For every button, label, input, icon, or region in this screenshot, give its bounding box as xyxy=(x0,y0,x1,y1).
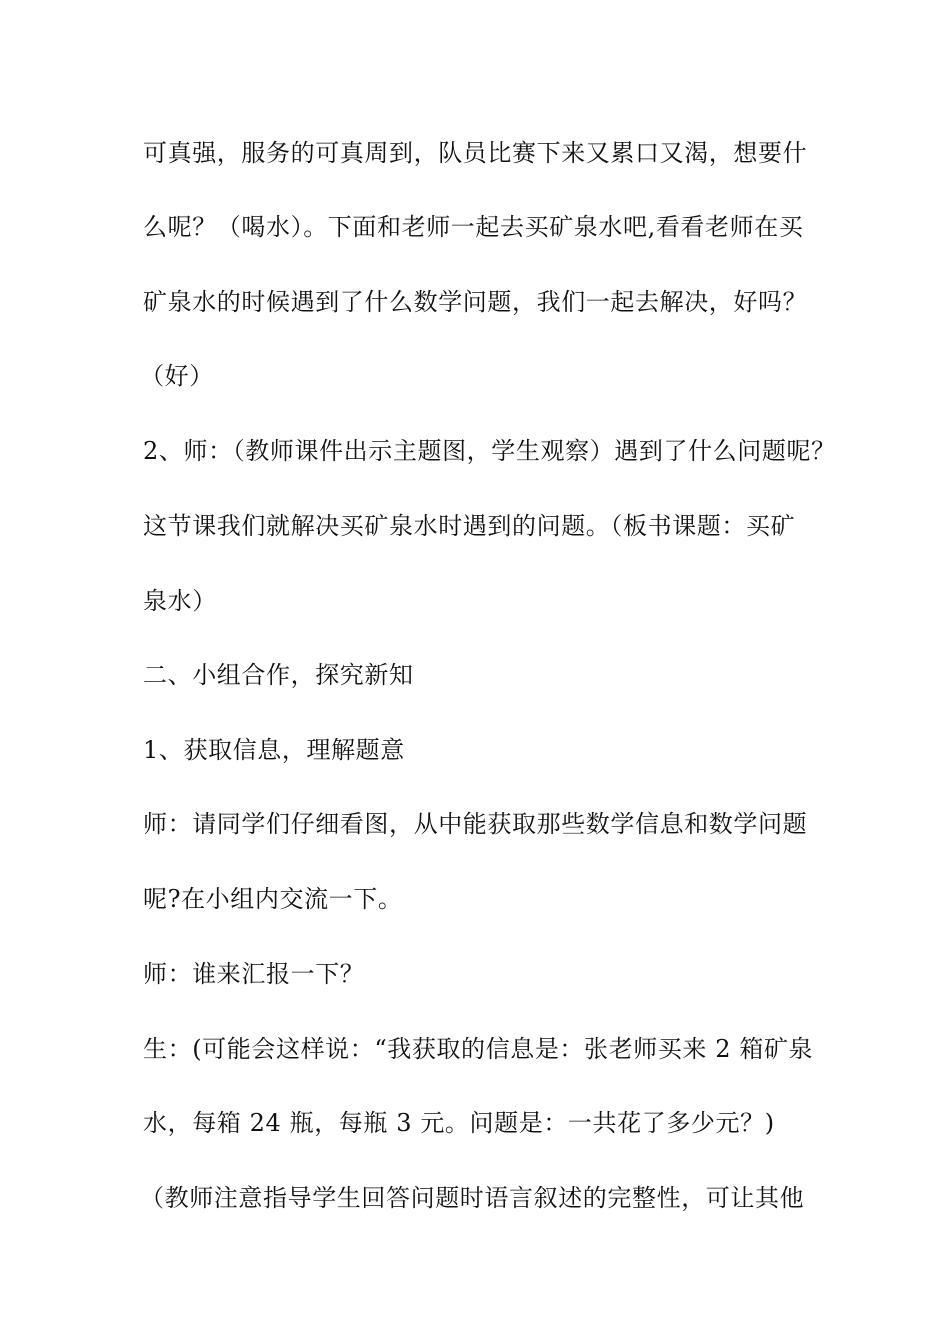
paragraph-line: 么呢？（喝水）。下面和老师一起去买矿泉水吧,看看老师在买 xyxy=(143,213,804,241)
paragraph-line: 2、师：（教师课件出示主题图，学生观察）遇到了什么问题呢？ xyxy=(143,437,836,465)
paragraph-line: 师：谁来汇报一下？ xyxy=(143,960,365,988)
paragraph-line: 可真强，服务的可真周到，队员比赛下来又累口又渴，想要什 xyxy=(143,139,808,167)
paragraph-line: 水，每箱 24 瓶，每瓶 3 元。问题是：一共花了多少元？) xyxy=(143,1109,775,1137)
section-heading: 二、小组合作，探究新知 xyxy=(143,661,414,689)
paragraph-line: 这节课我们就解决买矿泉水时遇到的问题。（板书课题：买矿 xyxy=(143,512,796,540)
paragraph-line: （好） xyxy=(140,362,214,390)
paragraph-line: 泉水） xyxy=(143,587,217,615)
paragraph-line: 师：请同学们仔细看图，从中能获取那些数学信息和数学问题 xyxy=(143,810,808,838)
paragraph-line: 呢?在小组内交流一下。 xyxy=(143,885,403,913)
paragraph-line: （教师注意指导学生回答问题时语言叙述的完整性，可让其他 xyxy=(140,1184,805,1212)
paragraph-line: 矿泉水的时候遇到了什么数学问题，我们一起去解决，好吗？ xyxy=(143,288,808,316)
paragraph-line: 生：(可能会这样说：“我获取的信息是：张老师买来 2 箱矿泉 xyxy=(143,1035,814,1063)
subsection-heading: 1、获取信息，理解题意 xyxy=(143,736,405,764)
